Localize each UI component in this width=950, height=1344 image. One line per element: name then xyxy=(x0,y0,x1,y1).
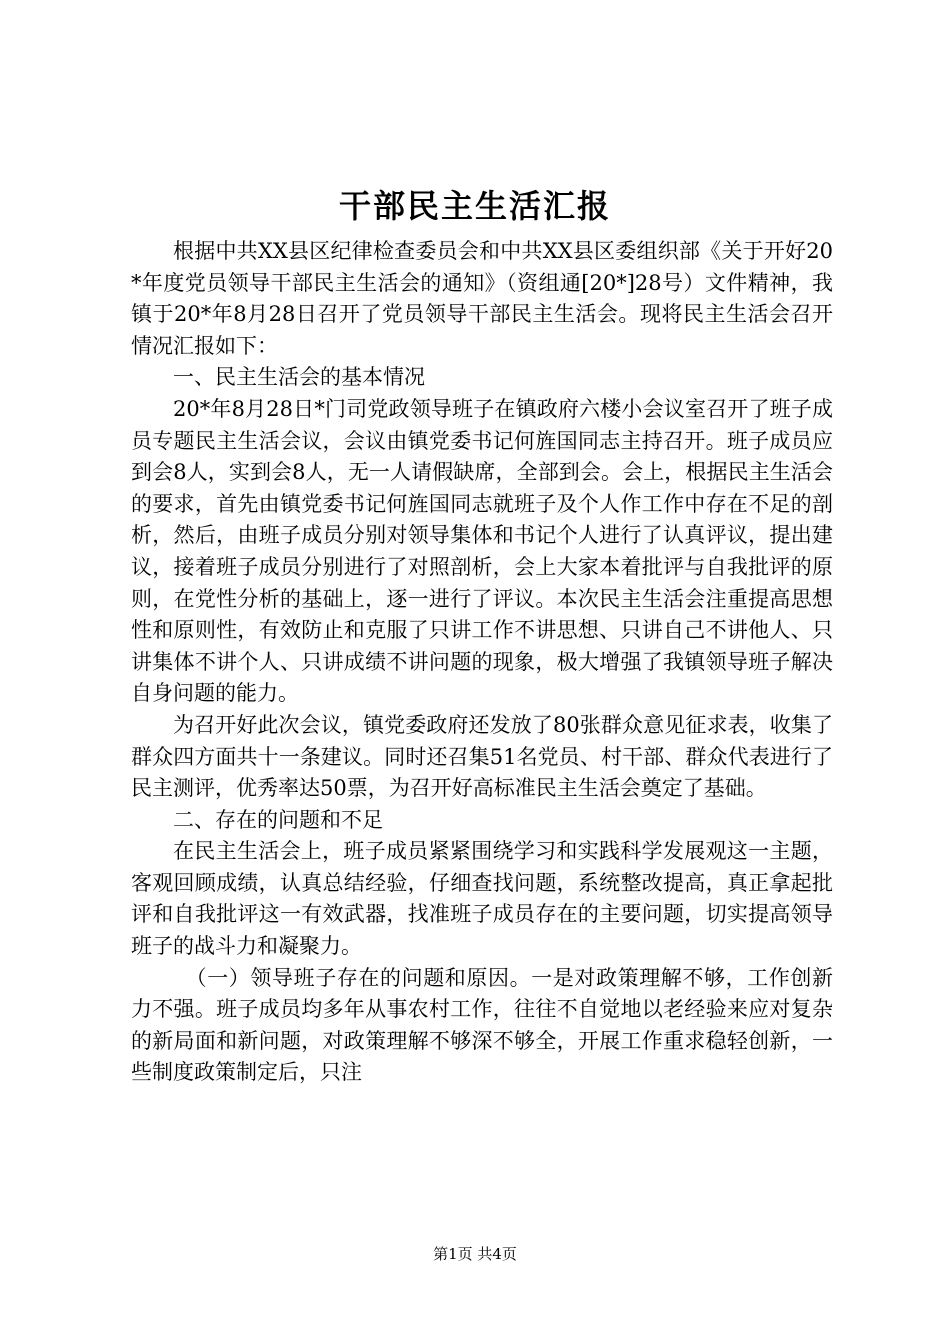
paragraph-problems-intro: 在民主生活会上，班子成员紧紧围绕学习和实践科学发展观这一主题，客观回顾成绩，认真总结经验，仔细查找问题，系统整改提高，真正拿起批评和自我批评这一有效武器，找准班子成员存在的主要问题，切实提高领导班子的战斗力和凝聚力。 xyxy=(131,839,833,959)
page-footer: 第1页 共4页 xyxy=(433,1245,517,1263)
document-body xyxy=(131,236,833,1089)
paragraph-basic-situation: 20*年8月28日*门司党政领导班子在镇政府六楼小会议室召开了班子成员专题民主生活会议，会议由镇党委书记何旌国同志主持召开。班子成员应到会8人，实到会8人，无一人请假缺席，全部到会。会上，根据民主生活会的要求，首先由镇党委书记何旌国同志就班子及个人作工作中存在不足的剖析，然后，由班子成员分别对领导集体和书记个人进行了认真评议，提出建议，接着班子成员分别进行了对照剖析，会上大家本着批评与自我批评的原则，在党性分析的基础上，逐一进行了评议。本次民主生活会注重提高思想性和原则性，有效防止和克服了只讲工作不讲思想、只讲自己不讲他人、只讲集体不讲个人、只讲成绩不讲问题的现象，极大增强了我镇领导班子解决自身问题的能力。 xyxy=(131,396,833,706)
paragraph-subsection-1: （一）领导班子存在的问题和原因。一是对政策理解不够，工作创新力不强。班子成员均多年从事农村工作，往往不自觉地以老经验来应对复杂的新局面和新问题，对政策理解不够深不够全，开展工作重求稳轻创新，一些制度政策制定后，只注 xyxy=(131,965,833,1085)
section-heading-1: 一、民主生活会的基本情况 xyxy=(173,365,425,390)
document-title: 干部民主生活汇报 xyxy=(338,187,611,225)
paragraph-survey: 为召开好此次会议，镇党委政府还发放了80张群众意见征求表，收集了群众四方面共十一条建议。同时还召集51名党员、村干部、群众代表进行了民主测评，优秀率达50票，为召开好高标准民主生活会奠定了基础。 xyxy=(131,712,833,801)
section-heading-2: 二、存在的问题和不足 xyxy=(173,807,383,832)
paragraph-intro: 根据中共XX县区纪律检查委员会和中共XX县区委组织部《关于开好20*年度党员领导干部民主生活会的通知》（资组通[20*]28号）文件精神，我镇于20*年8月28日召开了党员领导干部民主生活会。现将民主生活会召开情况汇报如下： xyxy=(131,239,833,358)
